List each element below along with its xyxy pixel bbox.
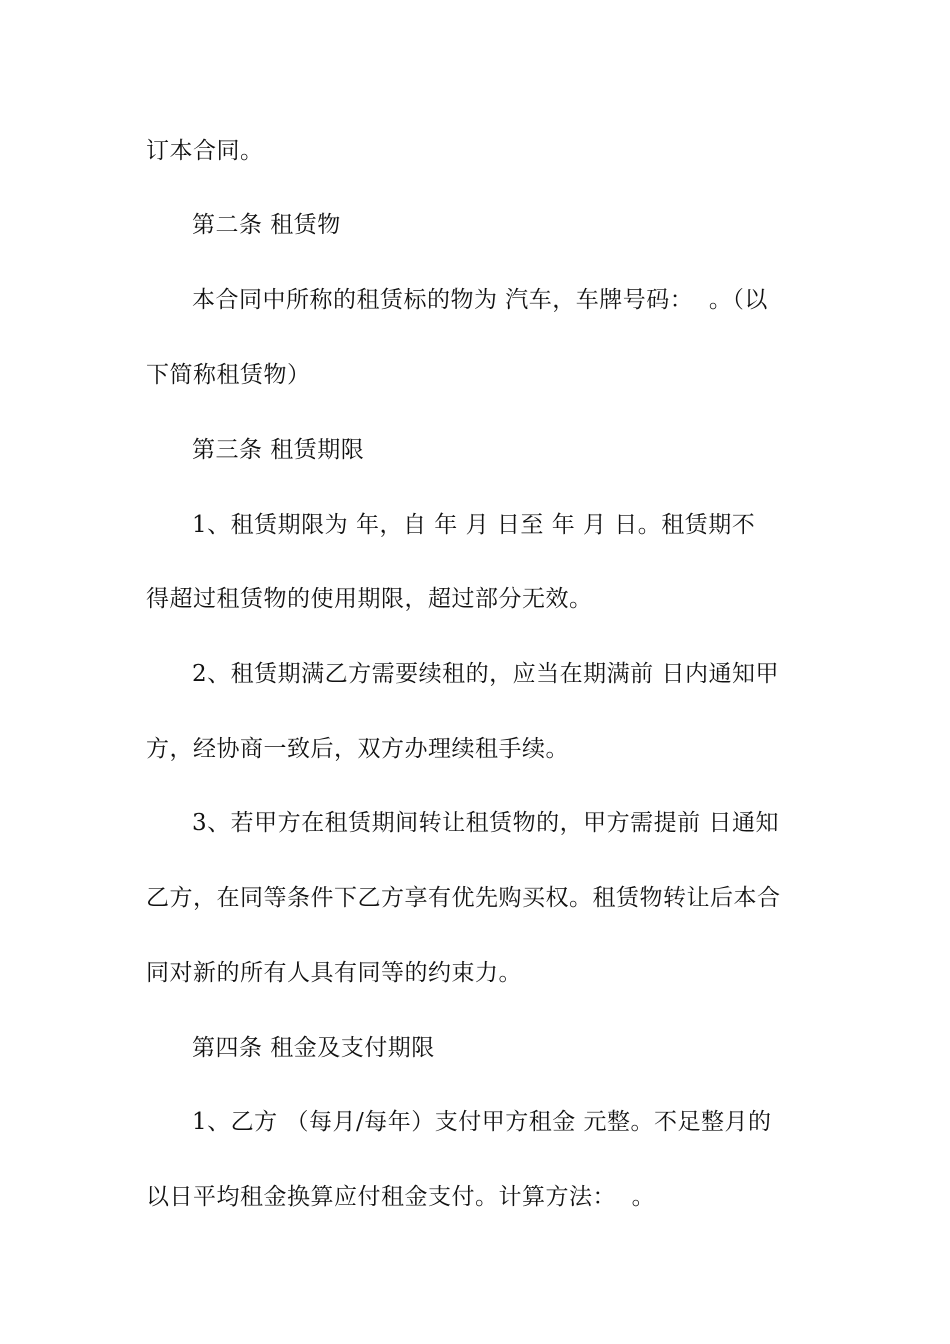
- article-heading: 第三条 租赁期限: [192, 437, 365, 463]
- paragraph-line: 本合同中所称的租赁标的物为 汽车，车牌号码： 。（以: [192, 287, 768, 313]
- paragraph-line: 同对新的所有人具有同等的约束力。: [146, 960, 522, 986]
- article-heading: 第二条 租赁物: [192, 212, 341, 238]
- article-heading: 第四条 租金及支付期限: [192, 1035, 435, 1061]
- paragraph-line: 乙方，在同等条件下乙方享有优先购买权。租赁物转让后本合: [146, 885, 781, 911]
- paragraph-line: 方，经协商一致后，双方办理续租手续。: [146, 736, 569, 762]
- paragraph-line: 1、租赁期限为 年，自 年 月 日至 年 月 日。租赁期不: [192, 512, 756, 538]
- paragraph-line: 2、租赁期满乙方需要续租的，应当在期满前 日内通知甲: [192, 661, 779, 687]
- paragraph-line: 得超过租赁物的使用期限，超过部分无效。: [146, 586, 593, 612]
- paragraph-line: 以日平均租金换算应付租金支付。计算方法： 。: [146, 1184, 656, 1210]
- paragraph-line: 下简称租赁物）: [146, 362, 311, 388]
- paragraph-line: 3、若甲方在租赁期间转让租赁物的，甲方需提前 日通知: [192, 810, 779, 836]
- paragraph-line: 1、乙方 （每月/每年）支付甲方租金 元整。不足整月的: [192, 1109, 772, 1135]
- text-line: 订本合同。: [146, 138, 264, 164]
